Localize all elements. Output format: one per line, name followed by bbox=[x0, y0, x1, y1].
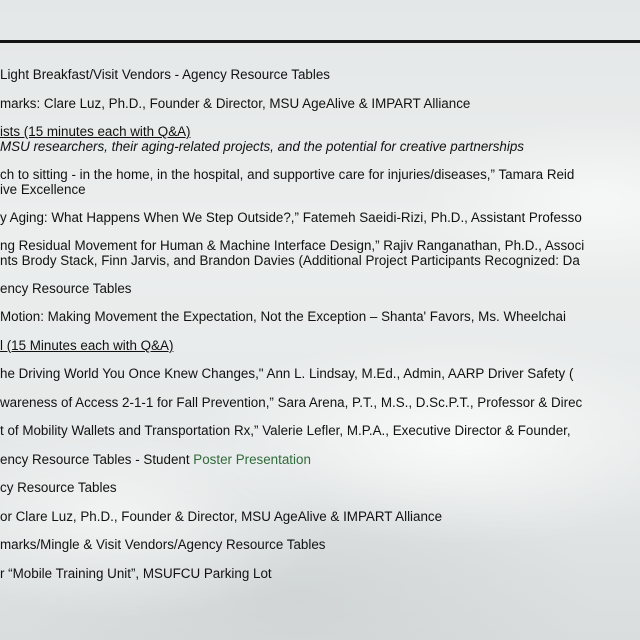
agenda-item-closing: or Clare Luz, Ph.D., Founder & Director, MSU AgeAlive & IMPART Alliance bbox=[0, 509, 443, 524]
agenda-item-breakfast: Light Breakfast/Visit Vendors - Agency Resource Tables bbox=[0, 67, 330, 82]
agenda-item-poster-prefix: ency Resource Tables - Student bbox=[0, 452, 194, 467]
agenda-item-talk-2-1-1: wareness of Access 2-1-1 for Fall Prevention,” Sara Arena, P.T., M.S., D.Sc.P.T., Professor & Direc bbox=[0, 395, 583, 410]
agenda-item-motion-keynote: Motion: Making Movement the Expectation, Not the Exception – Shanta' Favors, Ms. Wheelchai bbox=[0, 309, 566, 324]
agenda-section-panel: l (15 Minutes each with Q&A) bbox=[0, 338, 174, 353]
agenda-section-panelists: ists (15 minutes each with Q&A) bbox=[0, 124, 191, 139]
agenda-item-resource-tables: ency Resource Tables bbox=[0, 281, 132, 296]
agenda-item-talk-residual-movement-cont: nts Brody Stack, Finn Jarvis, and Brandon Davies (Additional Project Participants Recognized: Da bbox=[0, 253, 580, 268]
agenda-item-talk-mobility-wallets: t of Mobility Wallets and Transportation Rx,” Valerie Lefler, M.P.A., Executive Director & Founder, bbox=[0, 423, 571, 438]
agenda-item-mingle: marks/Mingle & Visit Vendors/Agency Resource Tables bbox=[0, 537, 326, 552]
agenda-item-talk-residual-movement: ng Residual Movement for Human & Machine Interface Design,” Rajiv Ranganathan, Ph.D., Associ bbox=[0, 238, 585, 253]
agenda-section-description: MSU researchers, their aging-related projects, and the potential for creative partnerships bbox=[0, 139, 524, 154]
poster-presentation-highlight: Poster Presentation bbox=[193, 452, 311, 467]
agenda-item-talk-aging-outside: y Aging: What Happens When We Step Outside?,” Fatemeh Saeidi-Rizi, Ph.D., Assistant Professo bbox=[0, 210, 582, 225]
agenda-item-talk-driving: he Driving World You Once Knew Changes," Ann L. Lindsay, M.Ed., Admin, AARP Driver Safety ( bbox=[0, 366, 574, 381]
agenda-item-talk-sitting-cont: ive Excellence bbox=[0, 182, 86, 197]
agenda-item-talk-sitting: ch to sitting - in the home, in the hospital, and supportive care for injuries/diseases,” Tamara Reid bbox=[0, 167, 575, 182]
agenda-item-mobile-training-unit: r “Mobile Training Unit”, MSUFCU Parking Lot bbox=[0, 566, 272, 581]
agenda-item-resource-tables-2: cy Resource Tables bbox=[0, 480, 117, 495]
agenda-item-welcome-remarks: marks: Clare Luz, Ph.D., Founder & Director, MSU AgeAlive & IMPART Alliance bbox=[0, 96, 471, 111]
agenda-item-poster-presentation bbox=[0, 452, 311, 468]
